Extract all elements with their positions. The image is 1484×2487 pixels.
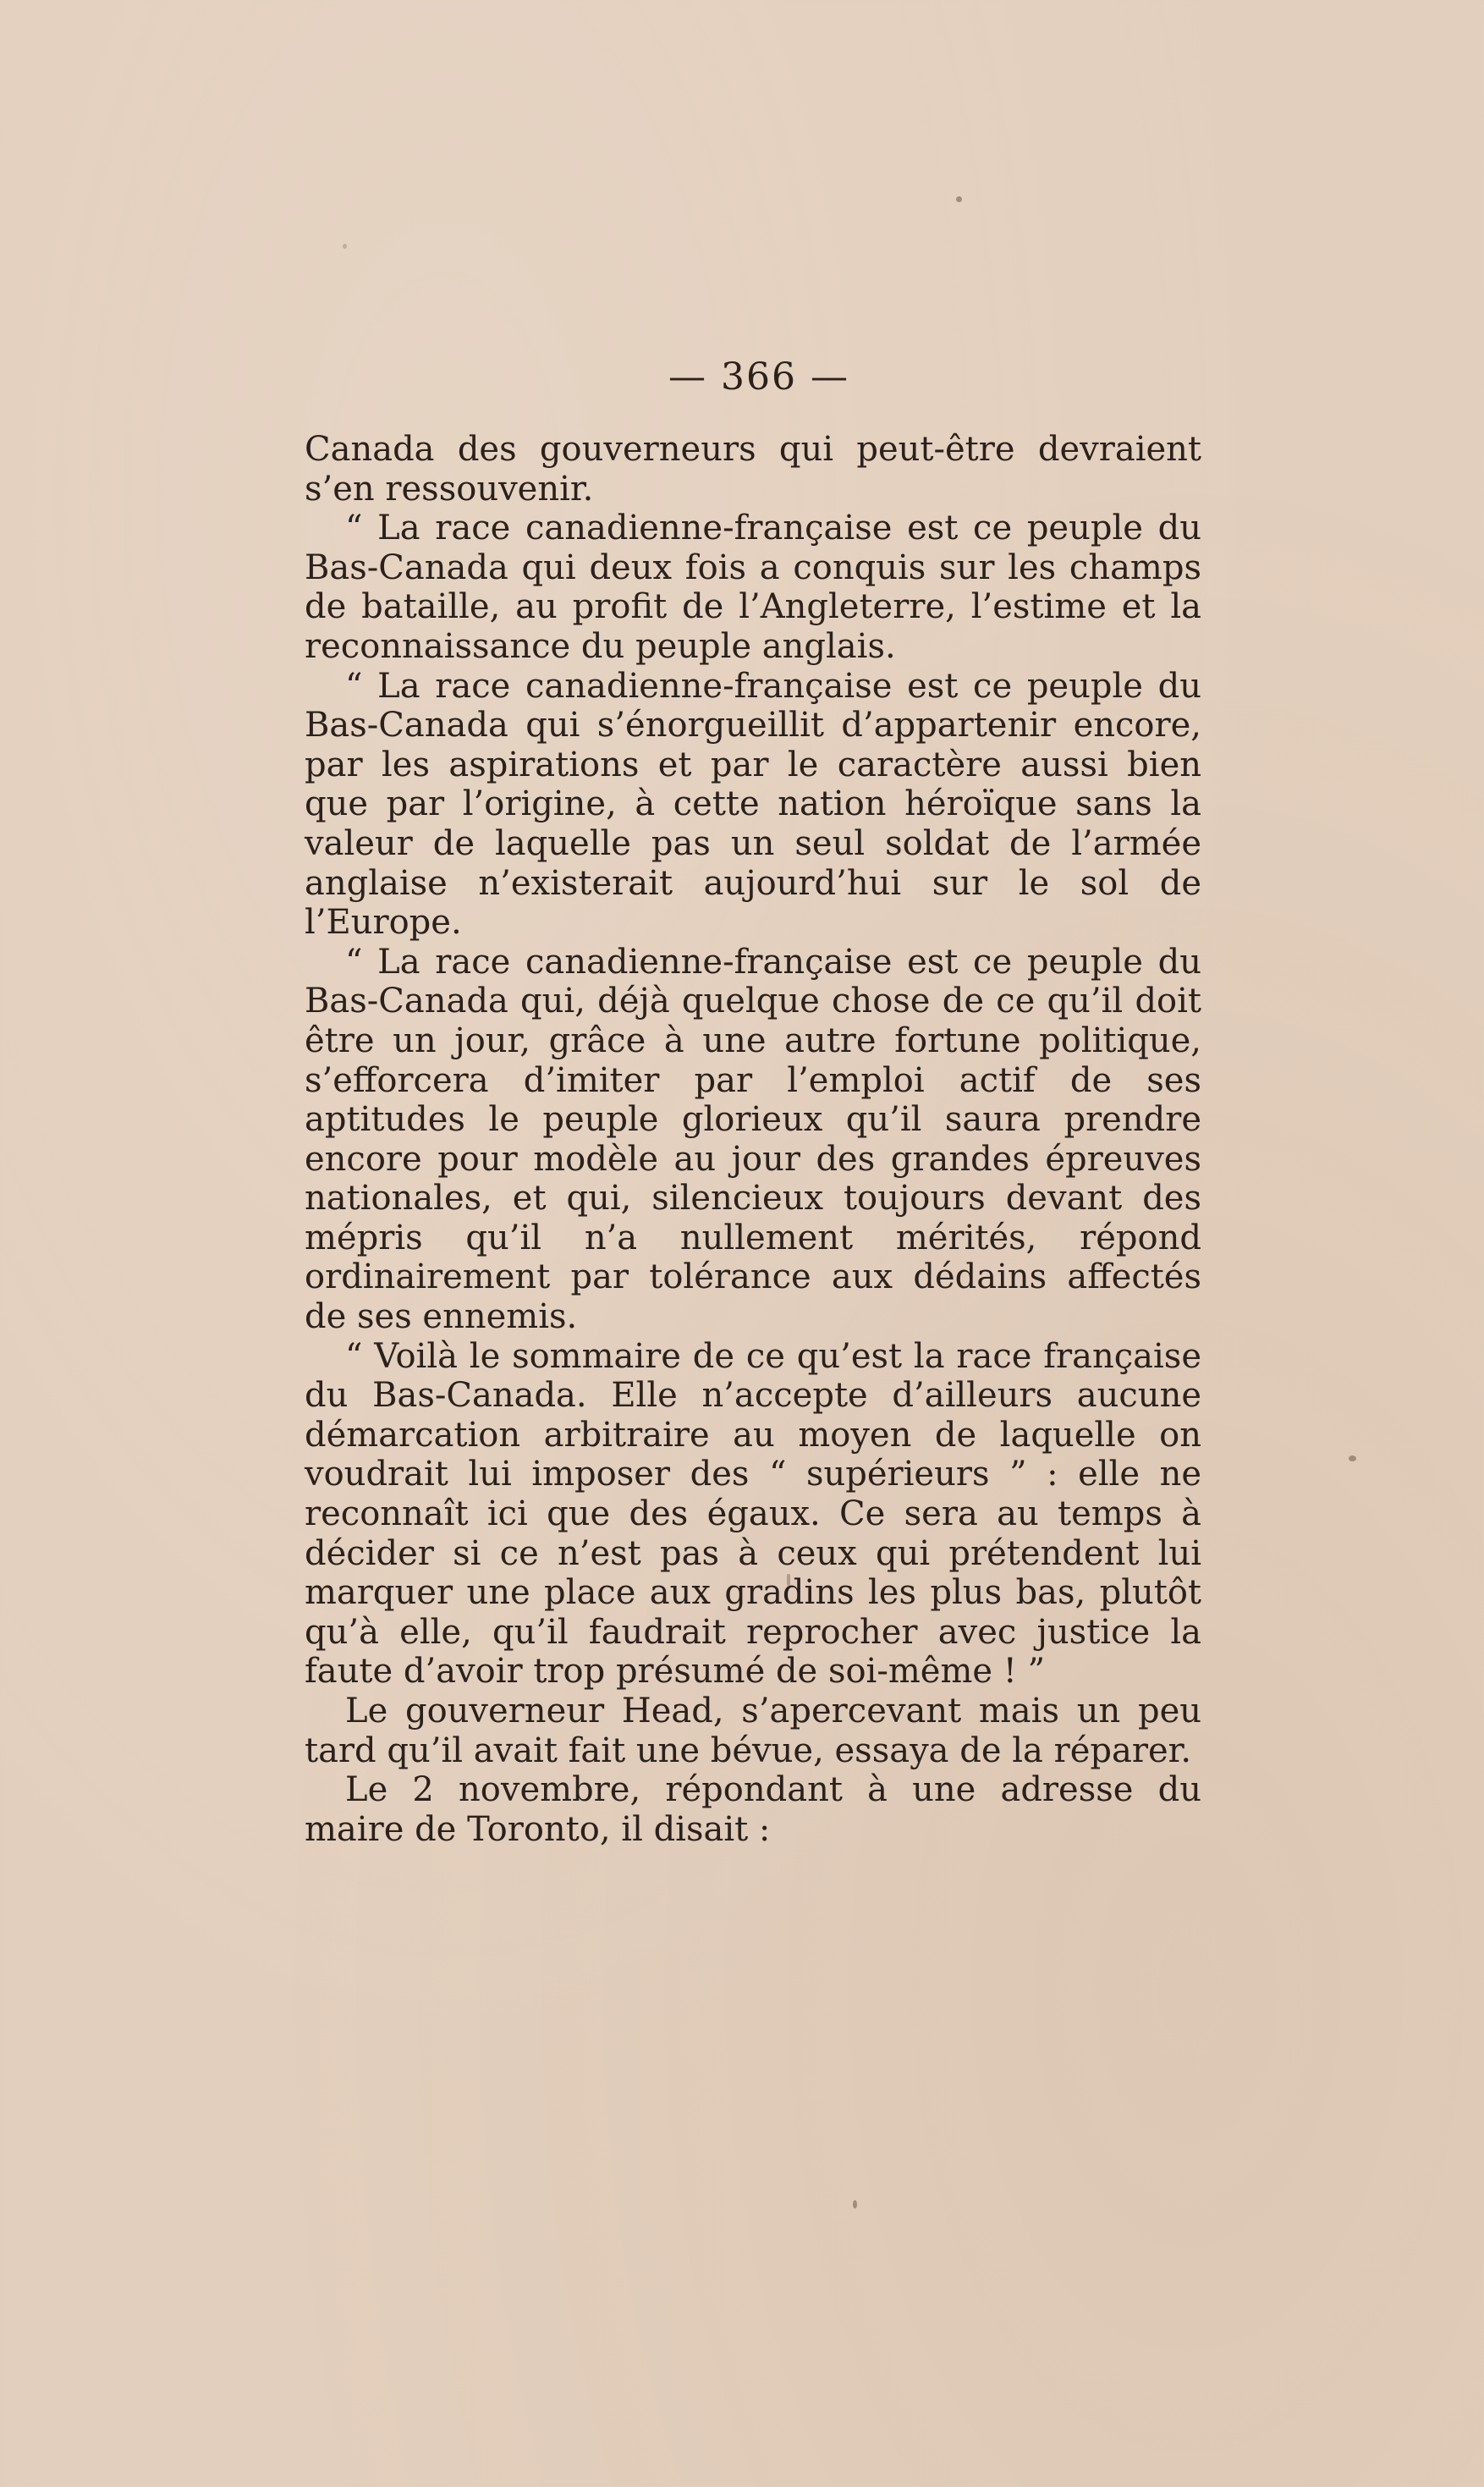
paragraph-quote-4: “ Voilà le sommaire de ce qu’est la race française du Bas-Canada. Elle n’accepte d’ailleurs aucune démarcation arbitraire au moyen de laquelle on voudrait lui imposer des “ supérieurs ” : elle ne reconnaît ici que des égaux. Ce sera au temps à décider si ce n’est pas à ceux qui prétendent lui marquer une place aux gradins les plus bas, plutôt qu’à elle, qu’il faudrait reprocher avec justice la faute d’avoir trop présumé de soi-même ! ”: [305, 1336, 1201, 1692]
paragraph-continuation: Canada des gouverneurs qui peut-être devraient s’en ressouvenir.: [305, 430, 1201, 509]
paper-speck: [956, 196, 962, 202]
body-text: [305, 430, 1201, 1849]
paragraph-quote-2: “ La race canadienne-française est ce peuple du Bas-Canada qui s’énorgueillit d’appartenir encore, par les aspirations et par le caractère aussi bien que par l’origine, à cette nation héroïque sans la valeur de laquelle pas un seul soldat de l’armée anglaise n’existerait aujourd’hui sur le sol de l’Europe.: [305, 666, 1201, 943]
paragraph-quote-1: “ La race canadienne-française est ce peuple du Bas-Canada qui deux fois a conquis sur les champs de bataille, au profit de l’Angleterre, l’estime et la reconnaissance du peuple anglais.: [305, 509, 1201, 666]
paragraph-governor-head: Le gouverneur Head, s’apercevant mais un peu tard qu’il avait fait une bévue, essaya de la réparer.: [305, 1692, 1201, 1770]
paper-speck: [343, 244, 347, 249]
page-number: — 366 —: [668, 355, 849, 399]
paper-speck: [853, 2200, 857, 2209]
paragraph-toronto-address: Le 2 novembre, répondant à une adresse du maire de Toronto, il disait :: [305, 1770, 1201, 1849]
paper-speck: [1349, 1455, 1356, 1461]
paper-speck: [787, 1574, 790, 1586]
paragraph-quote-3: “ La race canadienne-française est ce peuple du Bas-Canada qui, déjà quelque chose de ce qu’il doit être un jour, grâce à une autre fortune politique, s’efforcera d’imiter par l’emploi actif de ses aptitudes le peuple glorieux qu’il saura prendre encore pour modèle au jour des grandes épreuves nationales, et qui, silencieux toujours devant des mépris qu’il n’a nullement mérités, répond ordinairement par tolérance aux dédains affectés de ses ennemis.: [305, 942, 1201, 1337]
